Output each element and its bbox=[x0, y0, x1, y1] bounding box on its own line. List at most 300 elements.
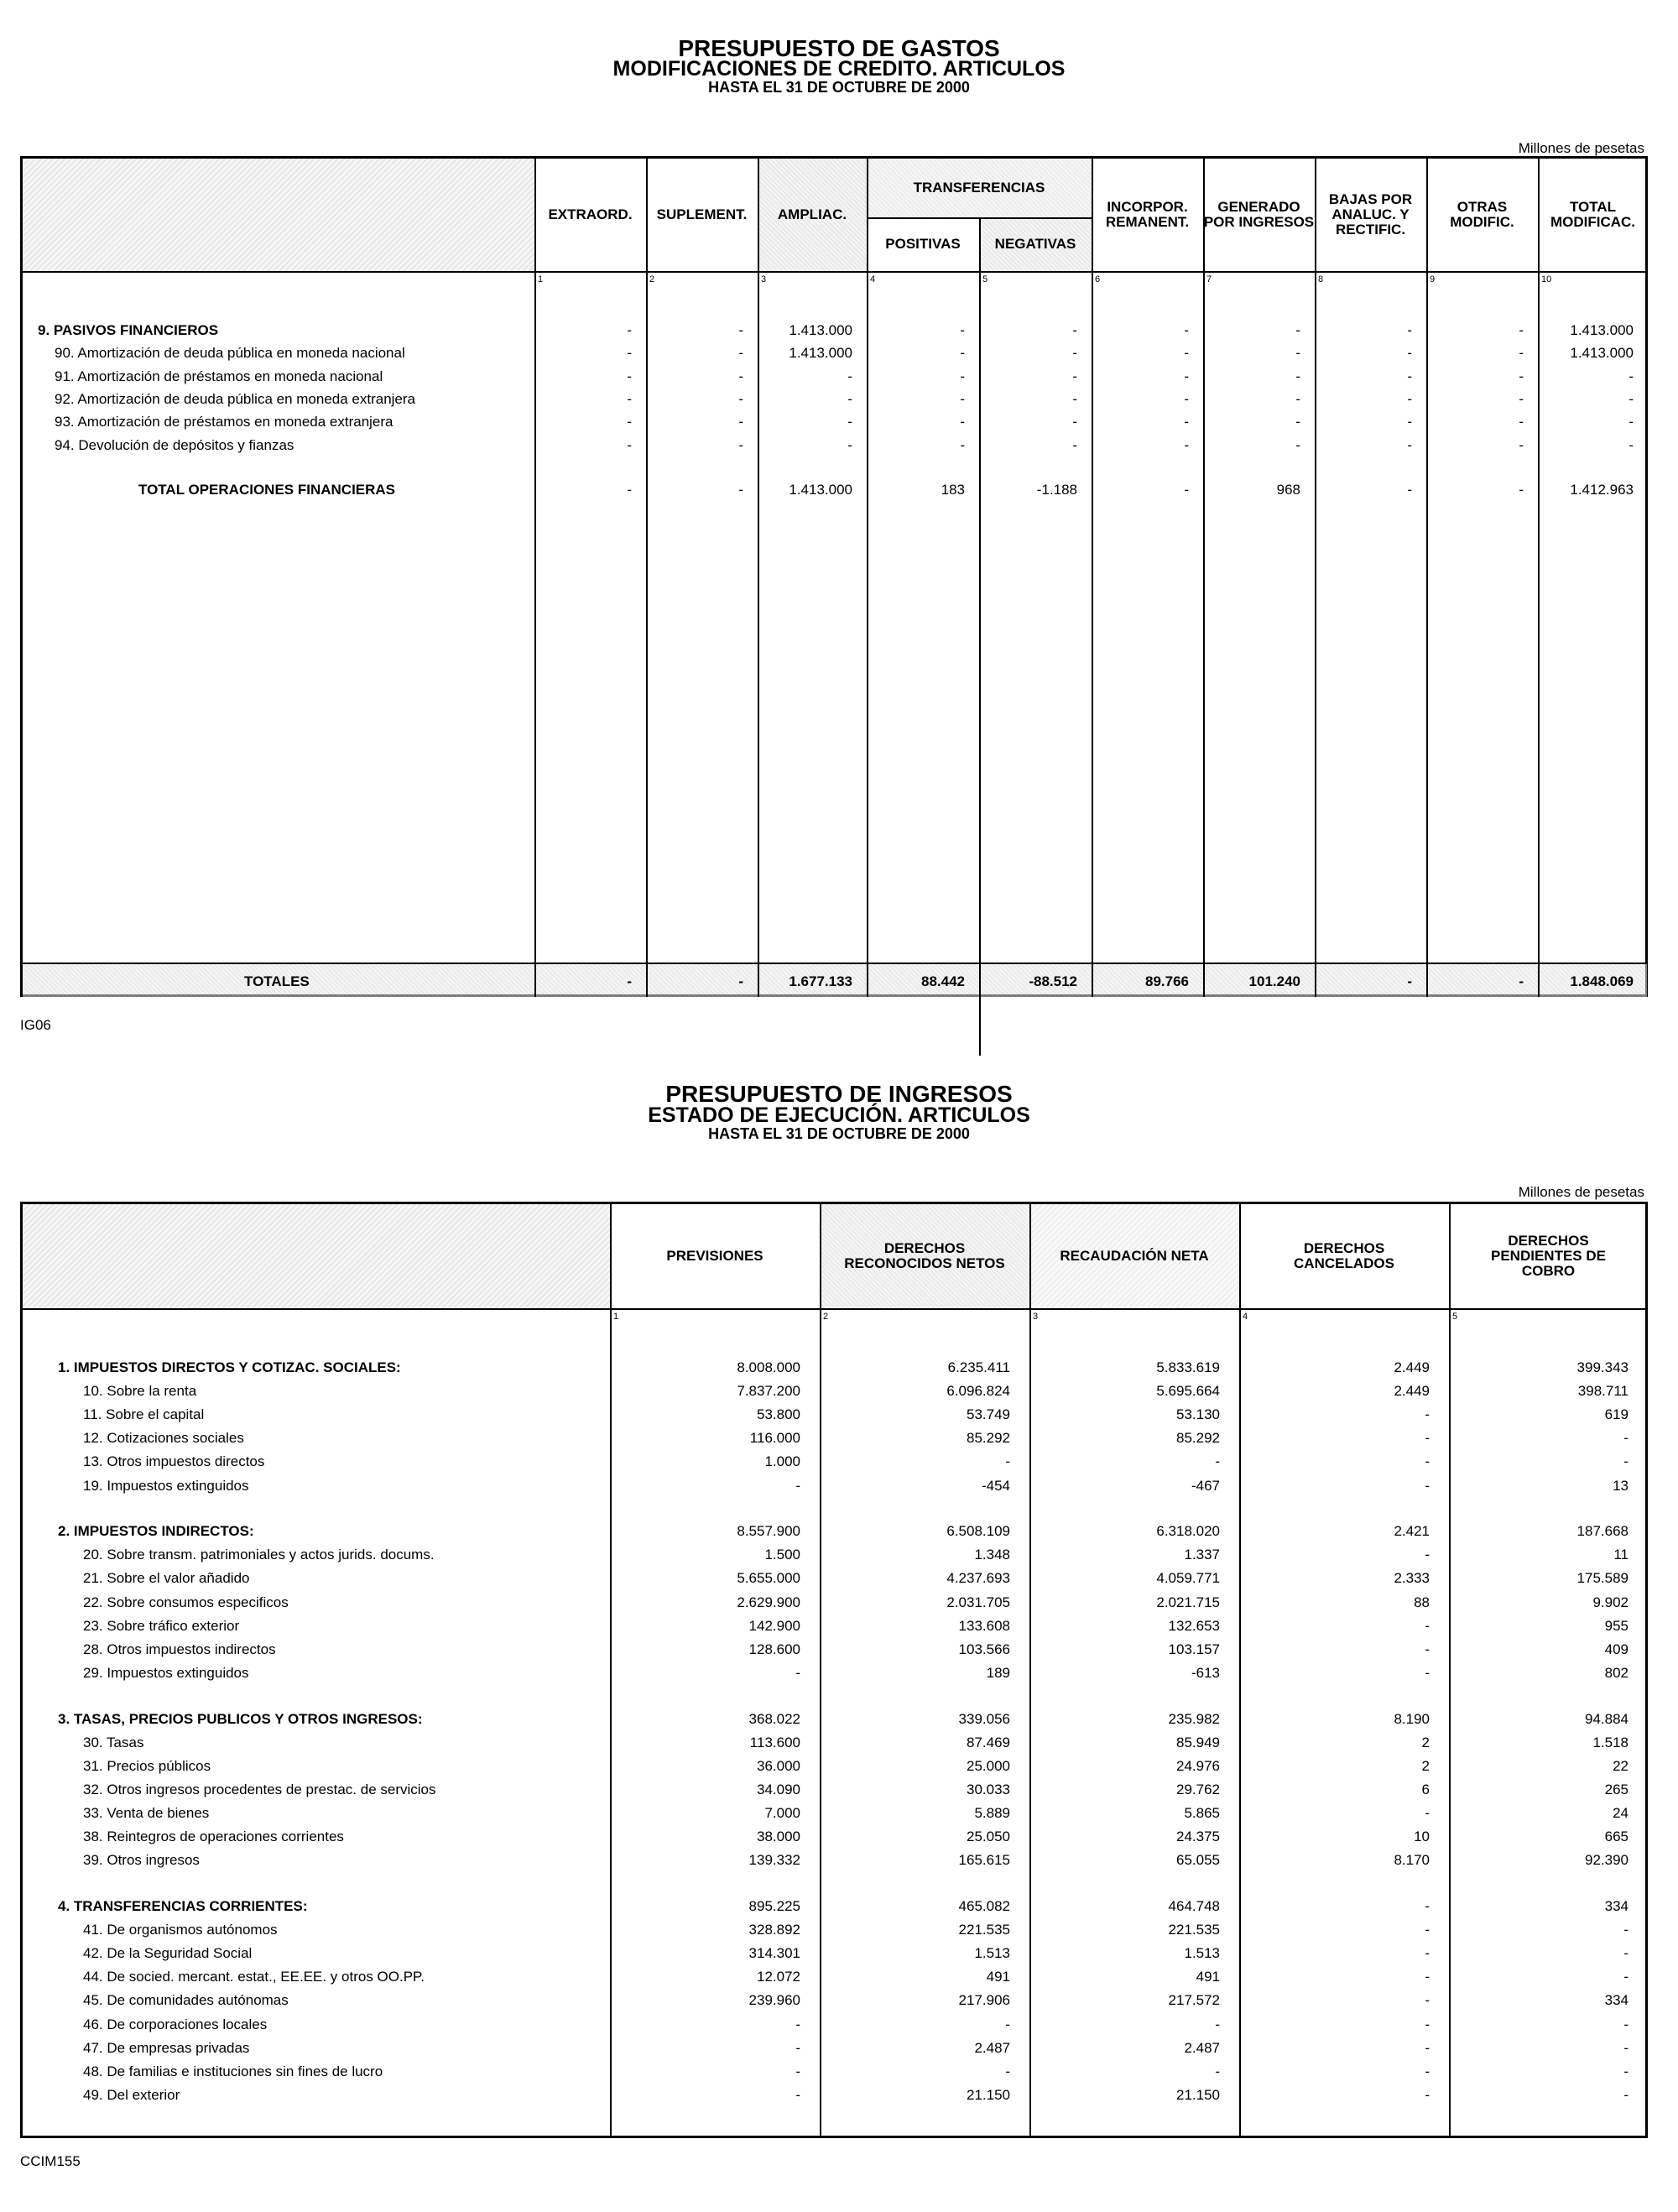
gastos-cell: - bbox=[1407, 436, 1412, 453]
ingresos-cell: 2.629.900 bbox=[737, 1594, 800, 1610]
ampliac-header: AMPLIAC. bbox=[777, 206, 847, 223]
ingresos-cell: - bbox=[1005, 1453, 1010, 1470]
ingresos-group-cell: 368.022 bbox=[748, 1710, 800, 1727]
totales-cell: 1.848.069 bbox=[1570, 973, 1634, 989]
gastos-col-divider bbox=[1538, 159, 1540, 997]
ingresos-cell: 53.749 bbox=[967, 1406, 1010, 1423]
gastos-date: HASTA EL 31 DE OCTUBRE DE 2000 bbox=[708, 79, 970, 96]
ingresos-cell: - bbox=[795, 2086, 800, 2103]
total-operaciones-label: TOTAL OPERACIONES FINANCIERAS bbox=[138, 482, 396, 498]
ingresos-cell: - bbox=[1005, 2063, 1010, 2079]
gastos-cell: - bbox=[627, 345, 632, 362]
derechos-cancelados-header: DERECHOS CANCELADOS bbox=[1294, 1240, 1394, 1271]
ingresos-cell: 175.589 bbox=[1576, 1570, 1628, 1587]
gastos-cell: - bbox=[1519, 322, 1524, 338]
ingresos-cell: 2.487 bbox=[974, 2039, 1010, 2056]
gastos-cell: - bbox=[627, 414, 632, 430]
total-operaciones-cell: - bbox=[1519, 482, 1524, 498]
ingresos-cell: 2 bbox=[1421, 1757, 1430, 1774]
ingresos-row-label: 28. Otros impuestos indirectos bbox=[83, 1641, 276, 1657]
gastos-row-label: 93. Amortización de préstamos en moneda extranjera bbox=[55, 414, 393, 430]
ingresos-group-cell: 2.421 bbox=[1394, 1523, 1430, 1540]
gastos-cell: - bbox=[1184, 322, 1189, 338]
gastos-row-label: 94. Devolución de depósitos y fianzas bbox=[55, 436, 294, 453]
ingresos-row-label: 46. De corporaciones locales bbox=[83, 2016, 268, 2032]
gastos-col-number: 8 bbox=[1318, 274, 1324, 284]
ingresos-units: Millones de pesetas bbox=[1518, 1184, 1644, 1200]
total-operaciones-cell: - bbox=[738, 482, 743, 498]
ingresos-cell: 34.090 bbox=[757, 1781, 800, 1797]
gastos-col-number: 2 bbox=[649, 274, 655, 284]
ingresos-cell: 217.572 bbox=[1168, 1992, 1220, 2009]
ingresos-cell: 314.301 bbox=[748, 1945, 800, 1962]
ingresos-cell: 619 bbox=[1604, 1406, 1628, 1423]
gastos-row-label: 92. Amortización de deuda pública en moneda extranjera bbox=[55, 390, 416, 407]
ingresos-col-number: 2 bbox=[823, 1312, 829, 1322]
ingresos-row-label: 38. Reintegros de operaciones corrientes bbox=[83, 1829, 344, 1845]
gastos-table bbox=[20, 156, 1648, 997]
ingresos-cell: 12.072 bbox=[757, 1969, 800, 1985]
ingresos-row-label: 49. Del exterior bbox=[83, 2086, 180, 2103]
ingresos-group-cell: 2.449 bbox=[1394, 1359, 1430, 1375]
gastos-cell: - bbox=[847, 368, 852, 384]
gastos-cell: - bbox=[1295, 345, 1300, 362]
ingresos-cell: 4.237.693 bbox=[946, 1570, 1010, 1587]
ingresos-group-cell: 464.748 bbox=[1168, 1898, 1220, 1915]
totales-cell: 89.766 bbox=[1145, 973, 1189, 989]
gastos-cell: - bbox=[1407, 390, 1412, 407]
ingresos-row-label: 10. Sobre la renta bbox=[83, 1383, 197, 1400]
ingresos-cell: 92.390 bbox=[1585, 1852, 1628, 1869]
ingresos-group-cell: 8.008.000 bbox=[737, 1359, 800, 1375]
transferencias-header: TRANSFERENCIAS bbox=[913, 180, 1045, 196]
ingresos-cell: 189 bbox=[986, 1664, 1010, 1681]
ingresos-cell: 87.469 bbox=[967, 1734, 1010, 1750]
ingresos-cell: 7.000 bbox=[764, 1805, 800, 1822]
ingresos-col-number: 5 bbox=[1452, 1312, 1458, 1322]
ingresos-cell: 29.762 bbox=[1176, 1781, 1220, 1797]
ingresos-row-label: 20. Sobre transm. patrimoniales y actos jurids. docums. bbox=[83, 1547, 435, 1563]
gastos-cell: - bbox=[847, 436, 852, 453]
ingresos-row-label: 19. Impuestos extinguidos bbox=[83, 1477, 249, 1494]
gastos-cell: - bbox=[1295, 414, 1300, 430]
ingresos-cell: 665 bbox=[1604, 1829, 1628, 1845]
ingresos-row-label: 23. Sobre tráfico exterior bbox=[83, 1617, 240, 1634]
gastos-cell: - bbox=[738, 436, 743, 453]
ingresos-cell: - bbox=[1425, 1430, 1430, 1447]
ingresos-group-label: 1. IMPUESTOS DIRECTOS Y COTIZAC. SOCIALES: bbox=[58, 1359, 401, 1375]
ingresos-cell: 21.150 bbox=[967, 2086, 1010, 2103]
ingresos-cell: - bbox=[1425, 1805, 1430, 1822]
ingresos-cell: - bbox=[1425, 1453, 1430, 1470]
ingresos-cell: - bbox=[1623, 1430, 1628, 1447]
gastos-col-divider bbox=[1315, 159, 1316, 997]
ingresos-cell: -454 bbox=[981, 1477, 1010, 1494]
gastos-cell: - bbox=[1072, 436, 1077, 453]
gastos-cell: - bbox=[1072, 390, 1077, 407]
derechos-reconocidos-header: DERECHOS RECONOCIDOS NETOS bbox=[844, 1240, 1005, 1271]
ingresos-row-label: 29. Impuestos extinguidos bbox=[83, 1664, 249, 1681]
ingresos-cell: 128.600 bbox=[748, 1641, 800, 1657]
ingresos-cell: 2.021.715 bbox=[1156, 1594, 1220, 1610]
ingresos-cell: - bbox=[1425, 1477, 1430, 1494]
gastos-cell: 1.413.000 bbox=[789, 345, 852, 362]
gastos-col-divider bbox=[758, 159, 759, 997]
gastos-col-number: 5 bbox=[982, 274, 988, 284]
ingresos-cell: 53.130 bbox=[1176, 1406, 1220, 1423]
ingresos-cell: - bbox=[795, 2063, 800, 2079]
ingresos-row-label: 47. De empresas privadas bbox=[83, 2039, 250, 2056]
ingresos-group-label: 2. IMPUESTOS INDIRECTOS: bbox=[58, 1523, 254, 1540]
otras-header: OTRAS MODIFIC. bbox=[1450, 199, 1514, 230]
ingresos-cell: - bbox=[1623, 2016, 1628, 2032]
ingresos-group-cell: 5.833.619 bbox=[1156, 1359, 1220, 1375]
ingresos-cell: - bbox=[1623, 2086, 1628, 2103]
gastos-cell: - bbox=[1519, 390, 1524, 407]
gastos-cell: - bbox=[1519, 414, 1524, 430]
ingresos-col-divider bbox=[610, 1204, 612, 2138]
ingresos-cell: 491 bbox=[1196, 1969, 1220, 1985]
ingresos-cell: 1.348 bbox=[974, 1547, 1010, 1563]
gastos-cell: - bbox=[1295, 390, 1300, 407]
ingresos-cell: - bbox=[1425, 1969, 1430, 1985]
totales-cell: 101.240 bbox=[1248, 973, 1300, 989]
ingresos-cell: 6 bbox=[1421, 1781, 1430, 1797]
gastos-cell: - bbox=[1519, 368, 1524, 384]
ingresos-row-label: 48. De familias e instituciones sin fines de lucro bbox=[83, 2063, 383, 2079]
gastos-cell: - bbox=[627, 390, 632, 407]
gastos-cell: - bbox=[960, 436, 965, 453]
ingresos-cell: 239.960 bbox=[748, 1992, 800, 2009]
ingresos-row-label: 22. Sobre consumos especificos bbox=[83, 1594, 289, 1610]
gastos-col-divider bbox=[867, 159, 868, 997]
ingresos-row-label: 41. De organismos autónomos bbox=[83, 1922, 278, 1938]
gastos-cell: 1.413.000 bbox=[789, 322, 852, 338]
gastos-col-divider bbox=[979, 217, 981, 1056]
total-operaciones-cell: - bbox=[1407, 482, 1412, 498]
gastos-cell: - bbox=[1407, 414, 1412, 430]
total-operaciones-cell: 1.412.963 bbox=[1570, 482, 1634, 498]
gastos-cell: - bbox=[1407, 322, 1412, 338]
gastos-cell: - bbox=[627, 368, 632, 384]
ingresos-group-cell: 895.225 bbox=[748, 1898, 800, 1915]
ingresos-cell: 103.157 bbox=[1168, 1641, 1220, 1657]
ingresos-row-label: 42. De la Seguridad Social bbox=[83, 1945, 253, 1962]
ingresos-cell: 142.900 bbox=[748, 1617, 800, 1634]
ingresos-cell: - bbox=[1425, 1641, 1430, 1657]
incorpor-header: INCORPOR. REMANENT. bbox=[1105, 199, 1190, 230]
ingresos-row-label: 39. Otros ingresos bbox=[83, 1852, 200, 1869]
gastos-cell: - bbox=[960, 414, 965, 430]
ingresos-cell: 5.695.664 bbox=[1156, 1383, 1220, 1400]
ingresos-cell: 36.000 bbox=[757, 1757, 800, 1774]
ingresos-cell: 133.608 bbox=[958, 1617, 1010, 1634]
gastos-cell: - bbox=[738, 368, 743, 384]
gastos-col-number: 7 bbox=[1206, 274, 1212, 284]
ingresos-cell: 88 bbox=[1414, 1594, 1430, 1610]
ingresos-group-cell: 8.557.900 bbox=[737, 1523, 800, 1540]
gastos-title: PRESUPUESTO DE GASTOS bbox=[678, 35, 1000, 61]
ingresos-cell: 24.976 bbox=[1176, 1757, 1220, 1774]
gastos-cell: - bbox=[1628, 414, 1634, 430]
gastos-cell: - bbox=[847, 414, 852, 430]
ingresos-cell: 13 bbox=[1613, 1477, 1628, 1494]
ingresos-cell: 1.000 bbox=[764, 1453, 800, 1470]
gastos-col-number: 6 bbox=[1095, 274, 1101, 284]
gastos-totales-rule bbox=[23, 963, 1648, 964]
gastos-cell: - bbox=[1184, 390, 1189, 407]
totales-label: TOTALES bbox=[244, 973, 310, 989]
ingresos-row-label: 12. Cotizaciones sociales bbox=[83, 1430, 244, 1447]
ingresos-cell: 1.337 bbox=[1184, 1547, 1220, 1563]
gastos-cell: - bbox=[1295, 436, 1300, 453]
ingresos-group-cell: 465.082 bbox=[958, 1898, 1010, 1915]
gastos-row-label: 91. Amortización de préstamos en moneda nacional bbox=[55, 368, 383, 384]
ingresos-cell: 398.711 bbox=[1577, 1383, 1628, 1400]
gastos-cell: - bbox=[738, 322, 743, 338]
total-operaciones-cell: -1.188 bbox=[1036, 482, 1077, 498]
ingresos-cell: - bbox=[795, 1477, 800, 1494]
gastos-cell: - bbox=[1072, 322, 1077, 338]
ingresos-cell: 1.513 bbox=[974, 1945, 1010, 1962]
ingresos-cell: 5.889 bbox=[974, 1805, 1010, 1822]
total-operaciones-cell: 183 bbox=[941, 482, 965, 498]
ingresos-cell: - bbox=[1215, 2016, 1220, 2032]
ingresos-col-divider bbox=[1029, 1204, 1031, 2138]
gastos-cell: - bbox=[1072, 345, 1077, 362]
gastos-cell: 1.413.000 bbox=[1570, 345, 1634, 362]
ingresos-cell: - bbox=[1425, 2039, 1430, 2056]
ingresos-cell: 1.518 bbox=[1592, 1734, 1628, 1750]
ingresos-cell: 11 bbox=[1613, 1547, 1628, 1563]
ingresos-cell: 21.150 bbox=[1176, 2086, 1220, 2103]
extraord-header: EXTRAORD. bbox=[548, 206, 633, 223]
gastos-cell: - bbox=[960, 322, 965, 338]
ingresos-cell: 9.902 bbox=[1592, 1594, 1628, 1610]
ingresos-cell: 409 bbox=[1604, 1641, 1628, 1657]
ingresos-row-label: 45. De comunidades autónomas bbox=[83, 1992, 289, 2009]
ingresos-cell: - bbox=[1623, 1922, 1628, 1938]
ingresos-cell: - bbox=[1425, 2063, 1430, 2079]
ingresos-cell: - bbox=[1425, 2016, 1430, 2032]
ingresos-cell: 22 bbox=[1613, 1757, 1628, 1774]
ingresos-group-cell: 235.982 bbox=[1168, 1710, 1220, 1727]
gastos-row-label: 90. Amortización de deuda pública en moneda nacional bbox=[55, 345, 405, 362]
ingresos-cell: 1.500 bbox=[764, 1547, 800, 1563]
ingresos-cell: 113.600 bbox=[749, 1734, 800, 1750]
ingresos-group-cell: 187.668 bbox=[1576, 1523, 1628, 1540]
gastos-cell: - bbox=[847, 390, 852, 407]
ingresos-cell: 165.615 bbox=[958, 1852, 1010, 1869]
gastos-cell: - bbox=[1295, 322, 1300, 338]
gastos-cell: - bbox=[1184, 436, 1189, 453]
gastos-header-rule bbox=[23, 271, 1648, 273]
total-operaciones-cell: - bbox=[627, 482, 632, 498]
ingresos-cell: 139.332 bbox=[748, 1852, 800, 1869]
ingresos-cell: - bbox=[1425, 1617, 1430, 1634]
ingresos-group-label: 4. TRANSFERENCIAS CORRIENTES: bbox=[58, 1898, 308, 1915]
gastos-cell: - bbox=[960, 368, 965, 384]
ingresos-cell: 217.906 bbox=[958, 1992, 1010, 2009]
gastos-cell: - bbox=[1519, 436, 1524, 453]
ingresos-header-rule bbox=[23, 1308, 1648, 1310]
ingresos-cell: 24.375 bbox=[1176, 1829, 1220, 1845]
ingresos-cell: 85.292 bbox=[967, 1430, 1010, 1447]
ingresos-cell: 53.800 bbox=[757, 1406, 800, 1423]
gastos-units: Millones de pesetas bbox=[1518, 140, 1644, 156]
ingresos-subtitle: ESTADO DE EJECUCIÓN. ARTICULOS bbox=[648, 1103, 1030, 1127]
gastos-cell: - bbox=[1628, 436, 1634, 453]
ingresos-row-label: 21. Sobre el valor añadido bbox=[83, 1570, 250, 1587]
ingresos-cell: - bbox=[795, 1664, 800, 1681]
gastos-cell: - bbox=[738, 390, 743, 407]
ingresos-col-divider bbox=[1449, 1204, 1451, 2138]
ingresos-title: PRESUPUESTO DE INGRESOS bbox=[665, 1081, 1013, 1107]
ingresos-cell: - bbox=[1005, 2016, 1010, 2032]
totales-cell: - bbox=[1407, 973, 1412, 989]
ingresos-cell: 265 bbox=[1604, 1781, 1628, 1797]
ingresos-cell: -613 bbox=[1191, 1664, 1220, 1681]
gastos-col-divider bbox=[1203, 159, 1205, 997]
ingresos-cell: 802 bbox=[1604, 1664, 1628, 1681]
totales-cell: 1.677.133 bbox=[789, 973, 852, 989]
ingresos-group-cell: - bbox=[1425, 1898, 1430, 1915]
ingresos-group-cell: 399.343 bbox=[1576, 1359, 1628, 1375]
ingresos-header-texture bbox=[23, 1204, 610, 1308]
gastos-col-divider bbox=[1092, 159, 1093, 997]
ingresos-cell: 25.000 bbox=[967, 1757, 1010, 1774]
gastos-cell: 1.413.000 bbox=[1570, 322, 1634, 338]
ingresos-cell: 328.892 bbox=[748, 1922, 800, 1938]
totales-cell: - bbox=[627, 973, 632, 989]
ingresos-cell: 4.059.771 bbox=[1156, 1570, 1220, 1587]
total-operaciones-cell: - bbox=[1184, 482, 1189, 498]
ingresos-cell: 2.449 bbox=[1394, 1383, 1430, 1400]
ingresos-cell: 5.655.000 bbox=[737, 1570, 800, 1587]
suplement-header: SUPLEMENT. bbox=[656, 206, 748, 223]
ingresos-cell: 8.170 bbox=[1394, 1852, 1430, 1869]
ingresos-cell: 38.000 bbox=[757, 1829, 800, 1845]
ingresos-group-cell: 94.884 bbox=[1585, 1710, 1628, 1727]
ingresos-cell: - bbox=[1623, 1453, 1628, 1470]
ingresos-cell: 2.333 bbox=[1394, 1570, 1430, 1587]
ingresos-cell: 25.050 bbox=[967, 1829, 1010, 1845]
ingresos-col-number: 1 bbox=[613, 1312, 619, 1322]
ingresos-cell: 955 bbox=[1604, 1617, 1628, 1634]
ingresos-cell: - bbox=[1425, 1664, 1430, 1681]
gastos-cell: - bbox=[1628, 368, 1634, 384]
gastos-cell: - bbox=[1072, 414, 1077, 430]
gastos-code: IG06 bbox=[20, 1017, 51, 1033]
ingresos-group-cell: 6.508.109 bbox=[946, 1523, 1010, 1540]
ingresos-col-divider bbox=[820, 1204, 821, 2138]
gastos-col-number: 10 bbox=[1541, 274, 1552, 284]
ingresos-table bbox=[20, 1202, 1648, 2138]
ingresos-cell: - bbox=[1425, 1992, 1430, 2009]
totales-cell: - bbox=[1519, 973, 1524, 989]
gastos-subtitle: MODIFICACIONES DE CREDITO. ARTICULOS bbox=[612, 57, 1066, 81]
gastos-cell: - bbox=[960, 345, 965, 362]
ingresos-cell: 10 bbox=[1414, 1829, 1430, 1845]
ingresos-cell: 2 bbox=[1421, 1734, 1430, 1750]
ingresos-col-number: 3 bbox=[1033, 1312, 1039, 1322]
gastos-cell: - bbox=[1407, 368, 1412, 384]
ingresos-cell: 2.487 bbox=[1184, 2039, 1220, 2056]
ingresos-cell: 491 bbox=[986, 1969, 1010, 1985]
total-header: TOTAL MODIFICAC. bbox=[1550, 199, 1636, 230]
negativas-header: NEGATIVAS bbox=[994, 236, 1076, 253]
ingresos-row-label: 33. Venta de bienes bbox=[83, 1805, 210, 1822]
ingresos-group-cell: 6.318.020 bbox=[1156, 1523, 1220, 1540]
ingresos-cell: 5.865 bbox=[1184, 1805, 1220, 1822]
gastos-row-label: 9. PASIVOS FINANCIEROS bbox=[38, 322, 219, 338]
ingresos-col-divider bbox=[1239, 1204, 1241, 2138]
ingresos-cell: - bbox=[1425, 2086, 1430, 2103]
gastos-cell: - bbox=[738, 414, 743, 430]
ingresos-cell: 1.513 bbox=[1184, 1945, 1220, 1962]
ingresos-cell: - bbox=[795, 2016, 800, 2032]
gastos-cell: - bbox=[1628, 390, 1634, 407]
gastos-cell: - bbox=[1184, 368, 1189, 384]
totales-cell: - bbox=[738, 973, 743, 989]
ingresos-cell: 30.033 bbox=[967, 1781, 1010, 1797]
gastos-cell: - bbox=[627, 436, 632, 453]
ingresos-cell: 2.031.705 bbox=[946, 1594, 1010, 1610]
ingresos-cell: - bbox=[1425, 1547, 1430, 1563]
gastos-col-divider bbox=[1426, 159, 1428, 997]
ingresos-cell: 85.949 bbox=[1176, 1734, 1220, 1750]
derechos-pendientes-header: DERECHOS PENDIENTES DE COBRO bbox=[1491, 1233, 1606, 1279]
ingresos-cell: 221.535 bbox=[1168, 1922, 1220, 1938]
ingresos-cell: - bbox=[1623, 2063, 1628, 2079]
gastos-cell: - bbox=[1519, 345, 1524, 362]
ingresos-cell: 65.055 bbox=[1176, 1852, 1220, 1869]
ingresos-cell: - bbox=[1425, 1406, 1430, 1423]
ingresos-group-cell: 339.056 bbox=[958, 1710, 1010, 1727]
recaudacion-header: RECAUDACIÓN NETA bbox=[1060, 1248, 1209, 1265]
gastos-header-texture bbox=[23, 159, 534, 271]
ingresos-row-label: 30. Tasas bbox=[83, 1734, 144, 1750]
gastos-cell: - bbox=[960, 390, 965, 407]
ingresos-cell: - bbox=[1623, 1969, 1628, 1985]
ingresos-row-label: 11. Sobre el capital bbox=[83, 1406, 205, 1423]
ingresos-cell: - bbox=[795, 2039, 800, 2056]
ingresos-row-label: 13. Otros impuestos directos bbox=[83, 1453, 265, 1470]
ingresos-group-cell: 8.190 bbox=[1394, 1710, 1430, 1727]
ingresos-cell: 334 bbox=[1604, 1992, 1628, 2009]
gastos-col-divider bbox=[646, 159, 648, 997]
ingresos-cell: - bbox=[1215, 1453, 1220, 1470]
ingresos-cell: 132.653 bbox=[1168, 1617, 1220, 1634]
gastos-col-number: 4 bbox=[870, 274, 876, 284]
ingresos-cell: 103.566 bbox=[958, 1641, 1010, 1657]
ingresos-row-label: 32. Otros ingresos procedentes de prestac. de servicios bbox=[83, 1781, 436, 1797]
gastos-col-divider bbox=[534, 159, 536, 997]
ingresos-group-label: 3. TASAS, PRECIOS PUBLICOS Y OTROS INGRESOS: bbox=[58, 1710, 423, 1727]
ingresos-date: HASTA EL 31 DE OCTUBRE DE 2000 bbox=[708, 1125, 970, 1142]
ingresos-cell: - bbox=[1623, 2039, 1628, 2056]
ingresos-cell: 221.535 bbox=[958, 1922, 1010, 1938]
ingresos-cell: - bbox=[1623, 1945, 1628, 1962]
ingresos-col-number: 4 bbox=[1243, 1312, 1248, 1322]
ingresos-cell: 24 bbox=[1613, 1805, 1628, 1822]
totales-cell: -88.512 bbox=[1029, 973, 1077, 989]
gastos-cell: - bbox=[1295, 368, 1300, 384]
gastos-col-number: 1 bbox=[538, 274, 544, 284]
ingresos-cell: - bbox=[1425, 1922, 1430, 1938]
ingresos-cell: -467 bbox=[1191, 1477, 1220, 1494]
ingresos-row-label: 31. Precios públicos bbox=[83, 1757, 211, 1774]
